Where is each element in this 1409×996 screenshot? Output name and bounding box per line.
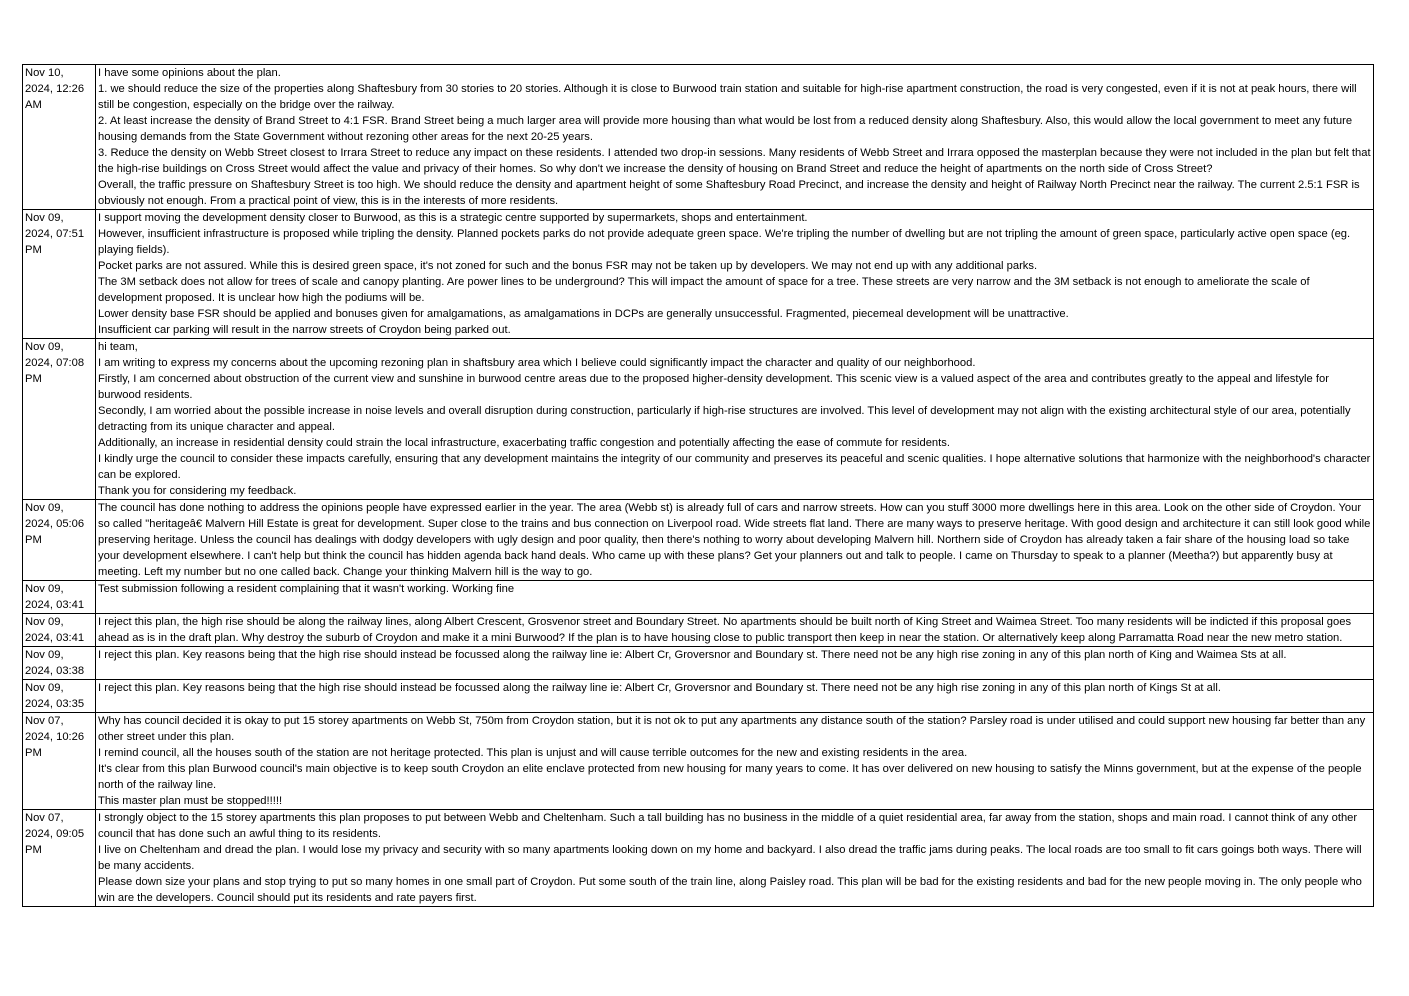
- comment-paragraph: The council has done nothing to address the opinions people have expressed earlier in the year. The area (Webb st) is already full of cars and narrow streets. How can you stuff 3000 more dwellings here in this area. Look on the other side of Croydon. Your so called "heritageâ€ Malvern Hill Estate is great for development. Super close to the trains and bus connection on Liverpool road. Wide streets flat land. There are many ways to preserve heritage. With good design and architecture it can still look good while preserving heritage. Unless the council has dealings with dodgy developers with ugly design and poor quality, then there's nothing to worry about developing Malvern hill. Northern side of Croydon has already taken a fair share of the housing load so take your development elsewhere. I can't help but think the council has hidden agenda back hand deals. Who came up with these plans? Get your planners out and talk to people. I came on Thursday to speak to a planner (Meetha?) but apparently busy at meeting. Left my number but no one called back. Change your thinking Malvern hill is the way to go.: [98, 502, 1371, 578]
- submissions-table-body: [23, 65, 1374, 907]
- submission-row: [23, 581, 1374, 614]
- submission-row: [23, 339, 1374, 500]
- submission-comment: [96, 713, 1374, 810]
- submission-row: [23, 500, 1374, 581]
- submission-date: Nov 07, 2024, 10:26 PM: [23, 713, 96, 810]
- comment-paragraph: I reject this plan, the high rise should be along the railway lines, along Albert Crescent, Grosvenor street and Boundary Street. No apartments should be built north of King Street and Waimea Street. Too many residents will be indicted if this proposal goes ahead as is in the draft plan. Why destroy the suburb of Croydon and make it a mini Burwood? If the plan is to have housing close to public transport then keep in near the station. Or alternatively keep along Parramatta Road near the new metro station.: [98, 616, 1352, 644]
- submission-comment: [96, 614, 1374, 647]
- comment-paragraph: Additionally, an increase in residential density could strain the local infrastructure, exacerbating traffic congestion and potentially affecting the ease of commute for residents.: [98, 437, 950, 449]
- submission-date: Nov 09, 2024, 03:41: [23, 581, 96, 614]
- comment-paragraph: I reject this plan. Key reasons being that the high rise should instead be focussed along the railway line ie: Albert Cr, Groversnor and Boundary st. There need not be any high rise zoning in any of this plan north of King and Waimea Sts at all.: [98, 649, 1287, 661]
- submission-comment: [96, 647, 1374, 680]
- submission-comment: [96, 680, 1374, 713]
- submission-row: [23, 713, 1374, 810]
- submission-date: Nov 09, 2024, 07:08 PM: [23, 339, 96, 500]
- submission-row: [23, 614, 1374, 647]
- comment-paragraph: hi team,: [98, 341, 138, 353]
- comment-paragraph: Why has council decided it is okay to put 15 storey apartments on Webb St, 750m from Croydon station, but it is not ok to put any apartments any distance south of the station? Parsley road is under utilised and could support new housing far better than any other street under this plan.: [98, 715, 1366, 743]
- comment-paragraph: I live on Cheltenham and dread the plan. I would lose my privacy and security with so many apartments looking down on my home and backyard. I also dread the traffic jams during peaks. The local roads are too small to fit cars goings both ways. There will be many accidents.: [98, 844, 1362, 872]
- comment-paragraph: It's clear from this plan Burwood council's main objective is to keep south Croydon an elite enclave protected from new housing for many years to come. It has over delivered on new housing to satisfy the Minns government, but at the expense of the people north of the railway line.: [98, 763, 1362, 791]
- submission-date: Nov 07, 2024, 09:05 PM: [23, 810, 96, 907]
- submission-comment: [96, 65, 1374, 210]
- comment-paragraph: Test submission following a resident complaining that it wasn't working. Working fine: [98, 583, 515, 595]
- submission-date: Nov 09, 2024, 03:35: [23, 680, 96, 713]
- comment-paragraph: Overall, the traffic pressure on Shaftesbury Street is too high. We should reduce the density and apartment height of some Shaftesbury Road Precinct, and increase the density and height of Railway North Precinct near the railway. The current 2.5:1 FSR is obviously not enough. From a practical point of view, this is in the interests of more residents.: [98, 179, 1360, 207]
- submission-row: [23, 210, 1374, 339]
- submission-date: Nov 09, 2024, 05:06 PM: [23, 500, 96, 581]
- comment-paragraph: However, insufficient infrastructure is proposed while tripling the density. Planned pockets parks do not provide adequate green space. We're tripling the number of dwelling but are not tripling the amount of green space, particularly active open space (eg. playing fields).: [98, 228, 1351, 256]
- comment-paragraph: This master plan must be stopped!!!!!: [98, 795, 283, 807]
- comment-paragraph: I strongly object to the 15 storey apartments this plan proposes to put between Webb and Cheltenham. Such a tall building has no business in the middle of a quiet residential area, far away from the station, shops and main road. I cannot think of any other council that has done such an awful thing to its residents.: [98, 812, 1358, 840]
- submission-comment: [96, 339, 1374, 500]
- comment-paragraph: I reject this plan. Key reasons being that the high rise should instead be focussed along the railway line ie: Albert Cr, Groversnor and Boundary st. There need not be any high rise zoning in any of this plan north of Kings St at all.: [98, 682, 1221, 694]
- comment-paragraph: I have some opinions about the plan.: [98, 67, 281, 79]
- submission-date: Nov 09, 2024, 07:51 PM: [23, 210, 96, 339]
- comment-paragraph: I support moving the development density closer to Burwood, as this is a strategic centre supported by supermarkets, shops and entertainment.: [98, 212, 808, 224]
- comment-paragraph: I am writing to express my concerns about the upcoming rezoning plan in shaftsbury area which I believe could significantly impact the character and quality of our neighborhood.: [98, 357, 976, 369]
- comment-paragraph: 1. we should reduce the size of the properties along Shaftesbury from 30 stories to 20 stories. Although it is close to Burwood train station and suitable for high-rise apartment construction, the road is very congested, even if it is not at peak hours, there will still be congestion, especially on the bridge over the railway.: [98, 83, 1357, 111]
- submission-comment: [96, 581, 1374, 614]
- submissions-table: [22, 64, 1374, 907]
- comment-paragraph: Lower density base FSR should be applied and bonuses given for amalgamations, as amalgamations in DCPs are generally unsuccessful. Fragmented, piecemeal development will be unattractive.: [98, 308, 1069, 320]
- submission-date: Nov 10, 2024, 12:26 AM: [23, 65, 96, 210]
- submission-comment: [96, 810, 1374, 907]
- comment-paragraph: I kindly urge the council to consider these impacts carefully, ensuring that any development maintains the integrity of our community and preserves its peaceful and scenic qualities. I hope alternative solutions that harmonize with the neighborhood's character can be explored.: [98, 453, 1371, 481]
- comment-paragraph: 3. Reduce the density on Webb Street closest to Irrara Street to reduce any impact on these residents. I attended two drop-in sessions. Many residents of Webb Street and Irrara opposed the masterplan because they were not included in the plan but felt that the high-rise buildings on Cross Street would affect the value and privacy of their homes. So why don't we increase the density of housing on Brand Street and reduce the height of apartments on the north side of Cross Street?: [98, 147, 1371, 175]
- submission-row: [23, 810, 1374, 907]
- submission-date: Nov 09, 2024, 03:38: [23, 647, 96, 680]
- submission-row: [23, 680, 1374, 713]
- comment-paragraph: Pocket parks are not assured. While this is desired green space, it's not zoned for such and the bonus FSR may not be taken up by developers. We may not end up with any additional parks.: [98, 260, 1038, 272]
- comment-paragraph: Please down size your plans and stop trying to put so many homes in one small part of Croydon. Put some south of the train line, along Paisley road. This plan will be bad for the existing residents and bad for the new people moving in. The only people who win are the developers. Council should put its residents and rate payers first.: [98, 876, 1362, 904]
- submission-row: [23, 647, 1374, 680]
- submission-comment: [96, 210, 1374, 339]
- comment-paragraph: I remind council, all the houses south of the station are not heritage protected. This plan is unjust and will cause terrible outcomes for the new and existing residents in the area.: [98, 747, 968, 759]
- comment-paragraph: Secondly, I am worried about the possible increase in noise levels and overall disruption during construction, particularly if high-rise structures are involved. This level of development may not align with the existing architectural style of our area, potentially detracting from its unique character and appeal.: [98, 405, 1351, 433]
- comment-paragraph: Firstly, I am concerned about obstruction of the current view and sunshine in burwood centre areas due to the proposed higher-density development. This scenic view is a valued aspect of the area and contributes greatly to the appeal and lifestyle for burwood residents.: [98, 373, 1329, 401]
- comment-paragraph: Insufficient car parking will result in the narrow streets of Croydon being parked out.: [98, 324, 511, 336]
- comment-paragraph: 2. At least increase the density of Brand Street to 4:1 FSR. Brand Street being a much larger area will provide more housing than what would be lost from a reduced density along Shaftesbury. Also, this would allow the local government to meet any future housing demands from the State Government without rezoning other areas for the next 20-25 years.: [98, 115, 1353, 143]
- submission-date: Nov 09, 2024, 03:41: [23, 614, 96, 647]
- submission-row: [23, 65, 1374, 210]
- submission-comment: [96, 500, 1374, 581]
- comment-paragraph: Thank you for considering my feedback.: [98, 485, 297, 497]
- comment-paragraph: The 3M setback does not allow for trees of scale and canopy planting. Are power lines to be underground? This will impact the amount of space for a tree. These streets are very narrow and the 3M setback is not enough to ameliorate the scale of development proposed. It is unclear how high the podiums will be.: [98, 276, 1310, 304]
